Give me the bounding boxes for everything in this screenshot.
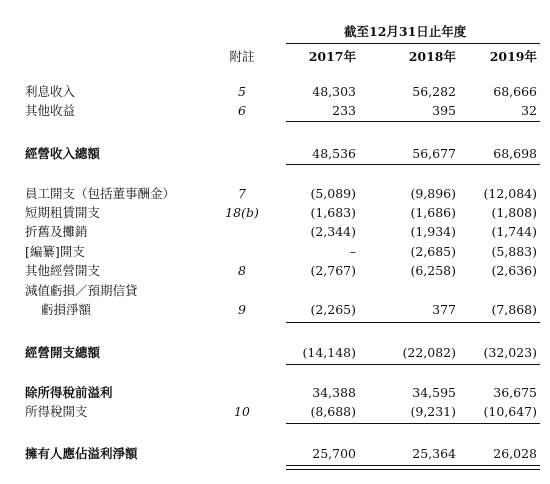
period-underline — [286, 43, 540, 44]
row-label: 除所得稅前溢利 — [25, 385, 113, 400]
row-value-2018: 25,364 — [412, 446, 456, 461]
row-value-2018: (9,896) — [410, 186, 456, 201]
row-value-2018: (1,686) — [410, 205, 456, 220]
row-value-2019: 68,666 — [493, 84, 537, 99]
subtotal-rule — [286, 364, 540, 365]
row-label: 折舊及攤銷 — [25, 224, 88, 239]
row-note: 10 — [234, 404, 250, 419]
row-value-2017: 34,388 — [312, 385, 356, 400]
row-value-2017: 25,700 — [312, 446, 356, 461]
row-label: 虧損淨額 — [41, 302, 92, 317]
row-value-2018: (1,934) — [410, 224, 456, 239]
row-value-2019: 26,028 — [493, 446, 537, 461]
row-label: [編纂]開支 — [25, 244, 85, 259]
row-value-2017: (14,148) — [302, 345, 356, 360]
row-note: 6 — [238, 103, 246, 118]
year-2018-header: 2018年 — [408, 49, 456, 64]
row-label: 短期租賃開支 — [25, 205, 101, 220]
year-2017-header: 2017年 — [308, 49, 356, 64]
row-label: 其他經營開支 — [25, 263, 101, 278]
row-label: 經營開支總額 — [25, 345, 101, 360]
row-value-2017: (1,683) — [310, 205, 356, 220]
row-note: 18(b) — [225, 205, 259, 220]
row-value-2019: (1,744) — [491, 224, 537, 239]
row-value-2018: 395 — [432, 103, 456, 118]
row-value-2017: (2,767) — [310, 263, 356, 278]
row-label: 減值虧損／預期信貸 — [25, 283, 138, 298]
period-header: 截至12月31日止年度 — [344, 24, 467, 39]
row-value-2018: (9,231) — [410, 404, 456, 419]
row-label: 利息收入 — [25, 84, 76, 99]
row-value-2019: 32 — [521, 103, 537, 118]
row-value-2017: (2,265) — [310, 302, 356, 317]
total-double-rule-top — [286, 465, 540, 466]
row-note: 7 — [238, 186, 246, 201]
row-note: 5 — [238, 84, 246, 99]
row-value-2019: (2,636) — [491, 263, 537, 278]
subtotal-rule — [286, 121, 540, 122]
row-value-2018: (22,082) — [402, 345, 456, 360]
row-value-2017: 48,536 — [312, 146, 356, 161]
row-value-2018: 56,282 — [412, 84, 456, 99]
row-value-2017: 233 — [332, 103, 356, 118]
row-value-2019: (1,808) — [491, 205, 537, 220]
row-value-2019: 36,675 — [493, 385, 537, 400]
row-value-2017: 48,303 — [312, 84, 356, 99]
row-value-2019: 68,698 — [493, 146, 537, 161]
note-column-header: 附註 — [229, 49, 255, 64]
subtotal-rule — [286, 164, 540, 165]
row-value-2019: (10,647) — [483, 404, 537, 419]
row-value-2017: (5,089) — [310, 186, 356, 201]
row-value-2017: (8,688) — [310, 404, 356, 419]
row-label: 其他收益 — [25, 103, 76, 118]
row-value-2019: (12,084) — [483, 186, 537, 201]
row-value-2019: (32,023) — [483, 345, 537, 360]
row-value-2018: (6,258) — [410, 263, 456, 278]
subtotal-rule — [286, 423, 540, 424]
row-value-2017: – — [349, 244, 356, 259]
row-label: 所得稅開支 — [25, 404, 88, 419]
row-label: 擁有人應佔溢利淨額 — [25, 446, 138, 461]
total-double-rule-bottom — [286, 469, 540, 470]
subtotal-rule — [286, 322, 540, 323]
row-value-2019: (7,868) — [491, 302, 537, 317]
row-value-2018: 34,595 — [412, 385, 456, 400]
row-note: 8 — [238, 263, 246, 278]
row-value-2018: 56,677 — [412, 146, 456, 161]
row-value-2018: (2,685) — [410, 244, 456, 259]
year-2019-header: 2019年 — [489, 49, 537, 64]
row-label: 經營收入總額 — [25, 146, 101, 161]
row-value-2017: (2,344) — [310, 224, 356, 239]
row-value-2019: (5,883) — [491, 244, 537, 259]
row-label: 員工開支（包括董事酬金） — [25, 186, 176, 201]
row-note: 9 — [238, 302, 246, 317]
row-value-2018: 377 — [432, 302, 456, 317]
